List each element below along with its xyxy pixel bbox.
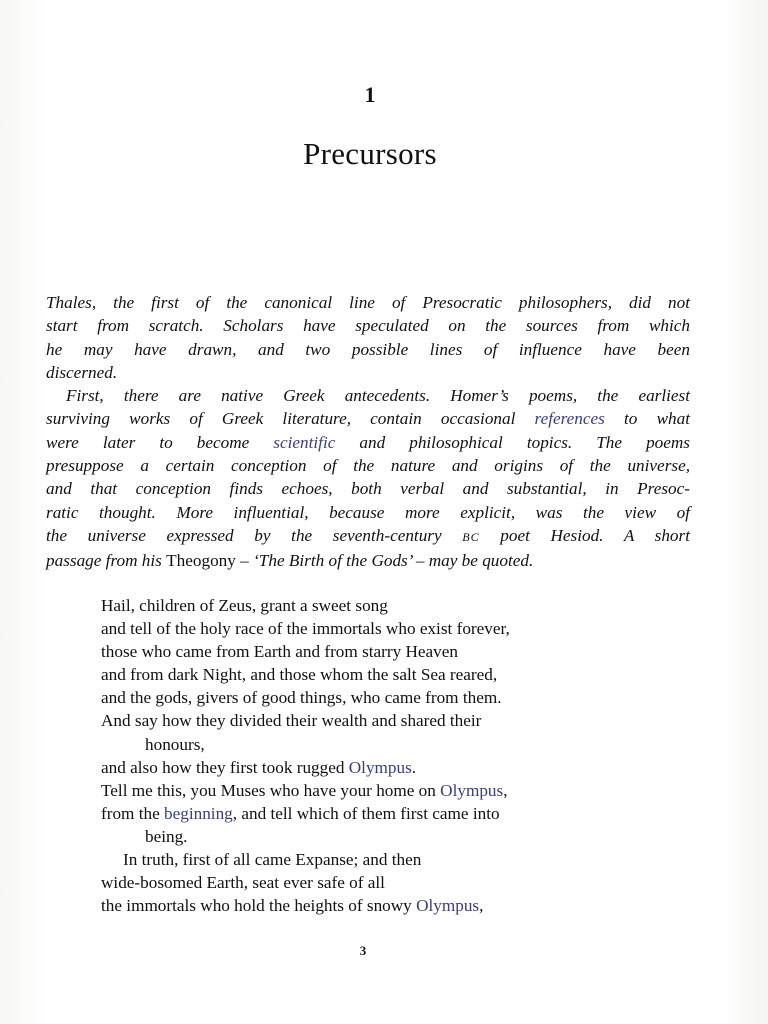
verse-line: and from dark Night, and those whom the salt Sea reared, [101,665,498,685]
text-run: , and tell which of them first came into [232,803,500,823]
verse-line-continuation: honours, [145,734,205,754]
text-run: and philosophical topics. The poems [335,432,690,452]
verse-line [101,756,701,779]
chapter-title: Precursors [303,136,437,171]
prose-line: Thales, the first of the canonical line of Presocratic philosophers, did not [46,293,690,312]
highlighted-word: scientific [273,432,336,452]
prose-line: start from scratch. Scholars have speculated on the sources from which [46,316,690,336]
highlighted-word: Olympus [416,896,480,916]
text-run: passage from his [46,551,167,571]
book-title: Theogony [166,551,236,571]
prose-line [46,549,690,572]
text-run: were later to become [46,432,274,452]
verse-line: and tell of the holy race of the immortals who exist forever, [101,619,510,639]
verse-line: In truth, first of all came Expanse; and then [123,850,422,870]
intro-prose [46,291,690,573]
chapter-number: 1 [364,82,376,107]
verse-line: wide-bosomed Earth, seat ever safe of all [101,873,385,893]
text-run: from the [101,803,165,823]
text-run: . [411,757,417,777]
verse-line [101,779,701,802]
verse-line [101,894,701,917]
highlighted-word: beginning [164,803,233,823]
prose-line [46,431,690,454]
era-abbreviation: BC [462,529,480,544]
text-run: the universe expressed by the seventh-century [46,525,463,545]
highlighted-word: Olympus [440,780,504,800]
text-run: the immortals who hold the heights of snowy [101,896,417,916]
prose-line: ratic thought. More influential, because more explicit, was the view of [46,502,690,522]
page-number: 3 [359,943,367,958]
prose-line: he may have drawn, and two possible lines of influence have been [46,339,690,359]
verse-line: Hail, children of Zeus, grant a sweet song [101,596,388,615]
highlighted-word: references [534,409,605,429]
prose-line [46,524,690,549]
text-run: , [503,780,508,800]
text-run: Tell me this, you Muses who have your home on [101,780,441,800]
text-run: to what [604,409,690,429]
highlighted-word: Olympus [348,757,412,777]
text-run: , [479,896,484,916]
prose-line: and that conception finds echoes, both verbal and substantial, in Presoc- [46,479,690,499]
verse-line: and the gods, givers of good things, who came from them. [101,688,502,708]
text-run: and also how they first took rugged [101,757,349,777]
prose-line: First, there are native Greek antecedents. Homer’s poems, the earliest [66,386,690,406]
prose-line: discerned. [46,362,118,382]
verse-line-continuation: being. [145,826,188,846]
verse-line: those who came from Earth and from starry Heaven [101,642,458,662]
verse-line: And say how they divided their wealth and shared their [101,711,482,731]
prose-line [46,407,690,430]
prose-line: presuppose a certain conception of the nature and origins of the universe, [46,456,690,476]
text-run: surviving works of Greek literature, contain occasional [46,409,535,429]
text-run: poet Hesiod. A short [479,525,690,545]
verse-quotation [101,594,701,917]
text-run: – ‘The Birth of the Gods’ – may be quoted. [235,551,534,571]
verse-line [101,802,701,825]
